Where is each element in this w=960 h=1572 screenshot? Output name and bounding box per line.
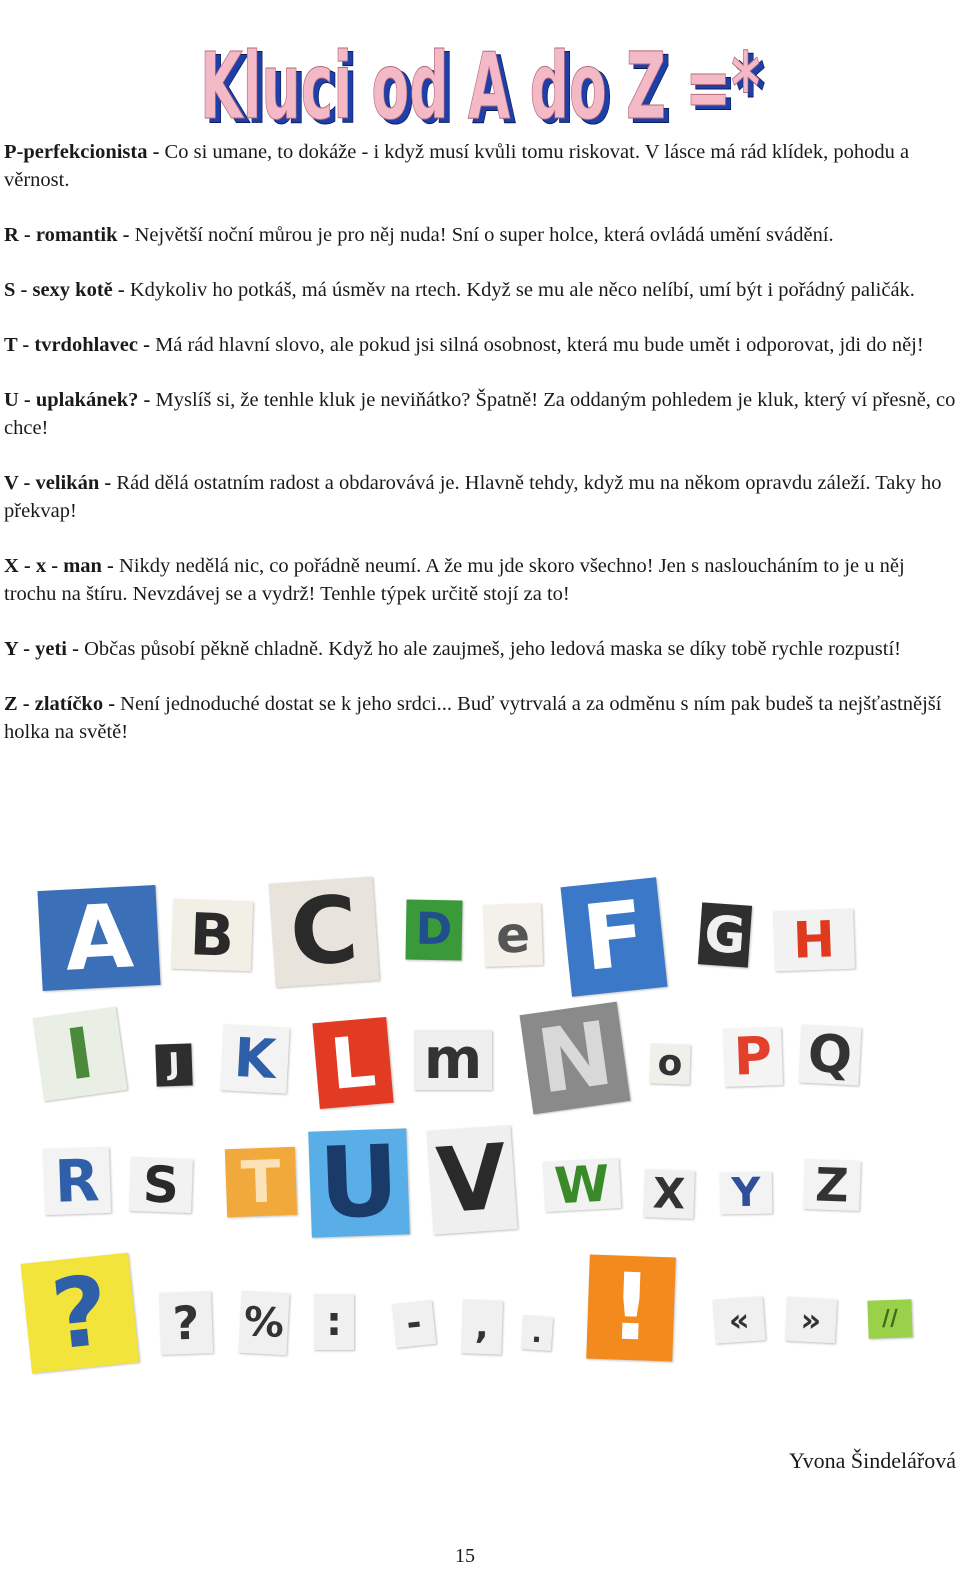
collage-letter-tile: » bbox=[785, 1297, 837, 1344]
author-signature: Yvona Šindelářová bbox=[788, 1448, 956, 1473]
collage-letter-tile: m bbox=[414, 1030, 492, 1090]
collage-letter-tile: B bbox=[171, 899, 253, 972]
entry-v bbox=[4, 469, 956, 525]
letter-collage bbox=[0, 860, 960, 1400]
entry-text: Nikdy nedělá nic, co pořádně neumí. A že mu jde skoro všechno! Jen s nasloucháním to je u něj trochu na štíru. Nevzdávej se a vydrž! Tenhle týpek určitě stojí za to! bbox=[4, 555, 905, 605]
entry-x bbox=[4, 552, 956, 608]
entry-z bbox=[4, 690, 956, 746]
title-shadow: Kluci od A do Z =* bbox=[205, 37, 765, 140]
collage-letter-tile: C bbox=[268, 876, 379, 987]
entry-p bbox=[4, 138, 956, 194]
entry-text: Občas působí pěkně chladně. Když ho ale zaujmeš, jeho ledová maska se díky tobě rychle rozpustí! bbox=[78, 638, 901, 660]
entry-y bbox=[4, 635, 956, 663]
page-title bbox=[0, 0, 960, 140]
collage-letter-tile: « bbox=[713, 1296, 766, 1343]
collage-letter-tile: X bbox=[643, 1169, 695, 1219]
title-art bbox=[0, 0, 960, 140]
collage-letter-tile: N bbox=[520, 1002, 631, 1115]
entry-t bbox=[4, 331, 956, 359]
collage-letter-tile: W bbox=[543, 1158, 622, 1212]
entry-term: Y - yeti - bbox=[4, 638, 79, 660]
entry-term: Z - zlatíčko - bbox=[4, 693, 116, 715]
collage-letter-tile: : bbox=[314, 1294, 354, 1350]
entry-term: S - sexy kotě - bbox=[4, 279, 125, 301]
collage-letter-tile: Q bbox=[799, 1024, 862, 1085]
collage-letter-tile: e bbox=[483, 903, 543, 967]
entry-text: Má rád hlavní slovo, ale pokud jsi silná osobnost, která mu bude umět i odporovat, jdi do něj! bbox=[149, 334, 924, 356]
collage-letter-tile: . bbox=[521, 1315, 553, 1351]
collage-letter-tile: V bbox=[426, 1125, 517, 1235]
entry-text: Největší noční můrou je pro něj nuda! Sní o super holce, která ovládá umění svádění. bbox=[129, 224, 834, 246]
collage-letter-tile: H bbox=[773, 909, 855, 972]
collage-letter-tile: G bbox=[698, 902, 752, 967]
entry-term: V - velikán - bbox=[4, 472, 112, 494]
collage-letter-tile: Y bbox=[720, 1172, 773, 1215]
entry-u bbox=[4, 386, 956, 442]
collage-letter-tile: ? bbox=[21, 1253, 140, 1374]
collage-letter-tile: o bbox=[649, 1043, 690, 1084]
collage-letter-tile: Z bbox=[803, 1159, 861, 1211]
entry-term: X - x - man - bbox=[4, 555, 114, 577]
collage-letter-tile: K bbox=[220, 1024, 289, 1093]
collage-letter-tile: L bbox=[312, 1017, 393, 1109]
collage-letter-tile: // bbox=[867, 1299, 912, 1339]
page-number: 15 bbox=[455, 1545, 475, 1567]
entry-term: P-perfekcionista - bbox=[4, 141, 160, 163]
entry-term: U - uplakánek? - bbox=[4, 389, 151, 411]
collage-letter-tile: ! bbox=[586, 1255, 676, 1362]
collage-letter-tile: F bbox=[561, 877, 668, 996]
entry-term: R - romantik - bbox=[4, 224, 130, 246]
entry-text: Co si umane, to dokáže - i když musí kvůli tomu riskovat. V lásce má rád klídek, pohodu a věrnost. bbox=[4, 141, 910, 191]
entry-text: Není jednoduché dostat se k jeho srdci... Buď vytrvalá a za odměnu s ním pak budeš ta nejšťastnější holka na světě! bbox=[4, 693, 942, 743]
collage-letter-tile: D bbox=[405, 900, 462, 961]
collage-letter-tile: A bbox=[37, 885, 160, 991]
collage-letter-tile: S bbox=[129, 1157, 193, 1213]
collage-letter-tile: R bbox=[43, 1147, 111, 1215]
collage-letter-tile: , bbox=[461, 1299, 503, 1354]
title-text: Kluci od A do Z =* bbox=[200, 33, 760, 140]
collage-letter-tile: U bbox=[308, 1128, 410, 1237]
collage-letter-tile: I bbox=[33, 1007, 128, 1102]
entry-s bbox=[4, 276, 956, 304]
entry-text: Myslíš si, že tenhle kluk je neviňátko? Špatně! Za oddaným pohledem je kluk, který ví přesně, co chce! bbox=[4, 389, 956, 439]
entries-list bbox=[4, 138, 956, 773]
entry-r bbox=[4, 221, 956, 249]
collage-letter-tile: % bbox=[238, 1291, 289, 1355]
entry-text: Rád dělá ostatním radost a obdarovává je. Hlavně tehdy, když mu na někom opravdu záleží. Taky ho překvap! bbox=[4, 472, 942, 522]
collage-letter-tile: - bbox=[392, 1300, 436, 1348]
collage-letter-tile: ? bbox=[159, 1291, 213, 1355]
entry-term: T - tvrdohlavec - bbox=[4, 334, 150, 356]
entry-text: Kdykoliv ho potkáš, má úsměv na rtech. Když se mu ale něco nelíbí, umí být i pořádný paličák. bbox=[124, 279, 915, 301]
collage-letter-tile: T bbox=[225, 1147, 297, 1217]
collage-letter-tile: J bbox=[155, 1043, 192, 1086]
collage-letter-tile: P bbox=[723, 1027, 783, 1087]
